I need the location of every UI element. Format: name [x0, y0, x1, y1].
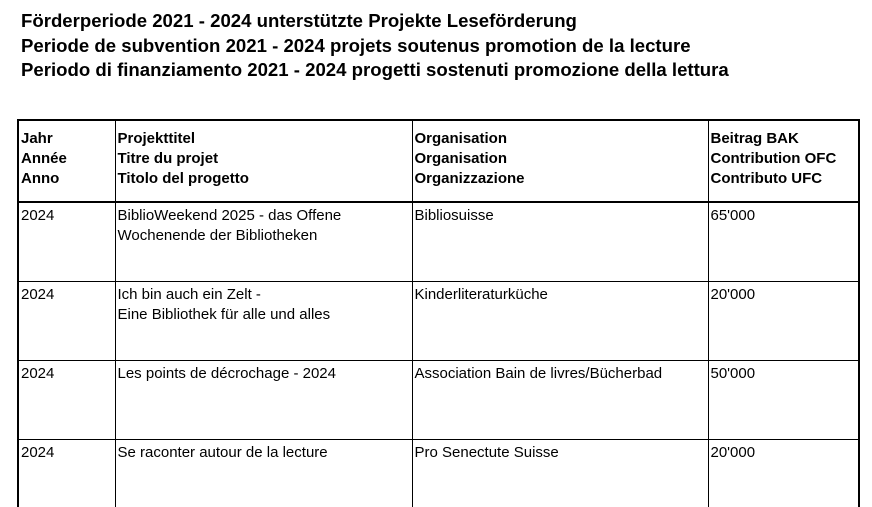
row-project-title: Se raconter autour de la lecture	[115, 440, 412, 507]
table-row	[18, 282, 859, 361]
row-contribution: 20'000	[708, 282, 859, 361]
document-titles	[21, 9, 729, 83]
header-year	[18, 120, 115, 202]
row-year: 2024	[18, 202, 115, 282]
title-german: Förderperiode 2021 - 2024 unterstützte Projekte Leseförderung	[21, 10, 577, 31]
row-organisation: Bibliosuisse	[412, 202, 708, 282]
table-row	[18, 440, 859, 507]
header-year-fr: Année	[21, 150, 67, 167]
title-italian: Periodo di finanziamento 2021 - 2024 progetti sostenuti promozione della lettura	[21, 59, 729, 80]
row-organisation: Association Bain de livres/Bücherbad	[412, 361, 708, 440]
header-contribution-de: Beitrag BAK	[710, 130, 799, 147]
header-project-de: Projekttitel	[117, 130, 196, 147]
header-contribution-it: Contributo UFC	[710, 170, 823, 187]
header-contribution	[708, 120, 859, 202]
header-organisation-de: Organisation	[414, 130, 508, 147]
header-contribution-fr: Contribution OFC	[710, 150, 837, 167]
row-project-title: BiblioWeekend 2025 - das Offene Wochenende der Bibliotheken	[115, 202, 412, 282]
row-contribution: 20'000	[708, 440, 859, 507]
row-organisation: Pro Senectute Suisse	[412, 440, 708, 507]
header-year-de: Jahr	[21, 130, 53, 147]
row-organisation: Kinderliteraturküche	[412, 282, 708, 361]
table-header-row	[18, 120, 859, 202]
title-french: Periode de subvention 2021 - 2024 projets soutenus promotion de la lecture	[21, 34, 691, 56]
row-year: 2024	[18, 282, 115, 361]
row-contribution: 65'000	[708, 202, 859, 282]
table-row	[18, 202, 859, 282]
row-year: 2024	[18, 361, 115, 440]
header-organisation-fr: Organisation	[414, 150, 508, 167]
header-project	[115, 120, 412, 202]
header-project-it: Titolo del progetto	[117, 170, 249, 187]
header-organisation-it: Organizzazione	[414, 170, 525, 187]
row-project-title: Les points de décrochage - 2024	[115, 361, 412, 440]
header-organisation	[412, 120, 708, 202]
row-contribution: 50'000	[708, 361, 859, 440]
row-year: 2024	[18, 440, 115, 507]
header-project-fr: Titre du projet	[117, 150, 219, 167]
table-row	[18, 361, 859, 440]
row-project-title: Ich bin auch ein Zelt - Eine Bibliothek für alle und alles	[115, 282, 412, 361]
header-year-it: Anno	[21, 170, 60, 187]
projects-table	[17, 119, 860, 507]
